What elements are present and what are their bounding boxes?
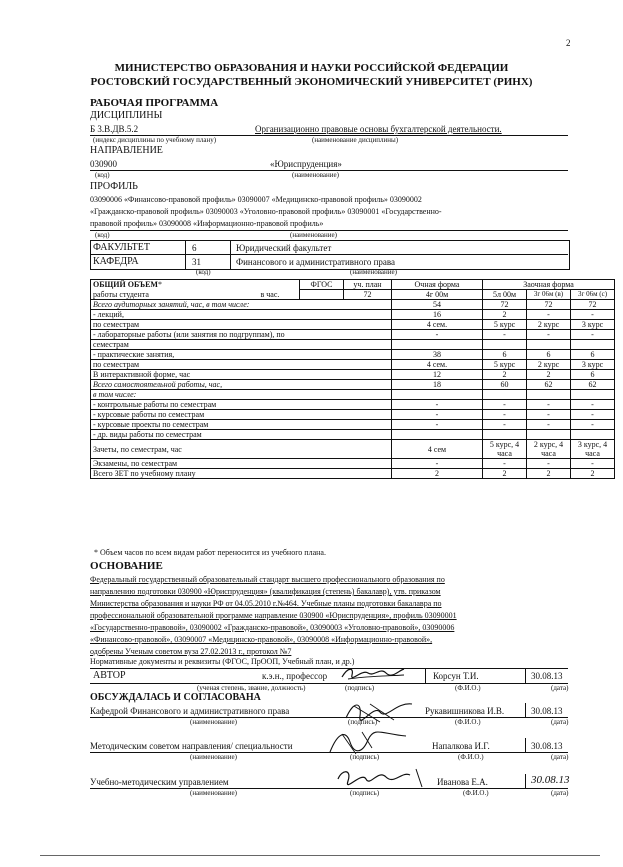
row-label: - курсовые работы по семестрам (91, 410, 392, 420)
row-label: - лабораторные работы (или занятия по подгруппам), по (91, 330, 392, 340)
approval-name-2: Напалкова И.Г. (432, 741, 490, 751)
row-p1: - (483, 410, 527, 420)
faculty-code-divider (185, 240, 186, 269)
row-p3: 62 (571, 380, 615, 390)
row-p2: 2 курс (527, 320, 571, 330)
row-p1 (483, 430, 527, 440)
row-p2 (527, 430, 571, 440)
row-label: - лекций, (91, 310, 392, 320)
hours-unit: в час. (259, 290, 300, 300)
row-p1: 2 (483, 370, 527, 380)
part-col-3: 3г 06м (с) (571, 290, 615, 300)
table-row (91, 410, 615, 420)
program-subtitle: ДИСЦИПЛИНЫ (90, 110, 163, 121)
row-p3: 6 (571, 370, 615, 380)
approval-fio-caption-3: (Ф.И.О.) (463, 789, 489, 797)
row-p1: 5 курс, 4 часа (483, 440, 527, 459)
part-col-2: 3г 06м (в) (527, 290, 571, 300)
approval-sign-caption-2: (подпись) (350, 753, 380, 761)
author-degree-caption: (ученая степень, звание, должность) (197, 684, 306, 692)
discipline-code-caption: (индекс дисциплины по учебному плану) (93, 136, 217, 144)
ministry-heading: МИНИСТЕРСТВО ОБРАЗОВАНИЯ И НАУКИ РОССИЙСКОЙ ФЕДЕРАЦИИ (114, 62, 509, 74)
discipline-code: Б 3.В.ДВ.5.2 (90, 124, 139, 134)
table-row (91, 400, 615, 410)
discipline-name: Организационно правовые основы бухгалтерской деятельности. (255, 124, 502, 134)
row-p3: 6 (571, 350, 615, 360)
faculty-code: 6 (192, 243, 197, 253)
table-row (91, 380, 615, 390)
row-p3: - (571, 420, 615, 430)
table-row (91, 310, 615, 320)
row-p2: 2 (527, 370, 571, 380)
row-label: Всего самостоятельной работы, час, (91, 380, 392, 390)
row-label: Зачеты, по семестрам, час (91, 440, 392, 459)
row-full: 4 сем. (392, 320, 483, 330)
row-p3: - (571, 459, 615, 469)
row-p1: 72 (483, 300, 527, 310)
hours-label: работы студента (91, 290, 259, 300)
row-p2: 2 курс (527, 360, 571, 370)
approval-rule-3 (90, 788, 568, 789)
row-label: в том числе: (91, 390, 392, 400)
author-div-1 (425, 668, 426, 683)
table-row (91, 469, 615, 479)
row-full: - (392, 400, 483, 410)
basis-line: Федеральный государственный образовательный стандарт высшего профессионального образования по (90, 575, 445, 584)
row-p2: 6 (527, 350, 571, 360)
author-sign-caption: (подпись) (345, 684, 375, 692)
table-row (91, 440, 615, 459)
row-full (392, 340, 483, 350)
row-p2 (527, 340, 571, 350)
row-p1: - (483, 459, 527, 469)
table-row (91, 390, 615, 400)
dept-code: 31 (192, 257, 201, 267)
row-label: - практические занятия, (91, 350, 392, 360)
approval-sign-caption-3: (подпись) (350, 789, 380, 797)
full-col: 4г 00м (392, 290, 483, 300)
fgos-value (300, 290, 344, 300)
row-p3: 72 (571, 300, 615, 310)
row-full: 38 (392, 350, 483, 360)
table-row (91, 370, 615, 380)
table-footnote: * Объем часов по всем видам работ переносится из учебного плана. (94, 548, 326, 557)
approval-name-1: Рукавишникова И.В. (425, 706, 505, 716)
direction-naim-caption: (наименование) (292, 171, 339, 179)
row-p1 (483, 390, 527, 400)
profile-line-2: «Гражданско-правовой профиль» 03090003 «Уголовно-правовой профиль» 03090001 «Государственно- (90, 207, 442, 216)
approval-org-caption-3: (наименование) (190, 789, 237, 797)
row-label: Экзамены, по семестрам (91, 459, 392, 469)
row-p2: - (527, 410, 571, 420)
head-part: Заочная форма (483, 280, 615, 290)
table-row (91, 300, 615, 310)
row-p3: 3 курс (571, 320, 615, 330)
approval-org-1: Кафедрой Финансового и административного права (90, 706, 290, 716)
row-p1: 2 (483, 310, 527, 320)
faculty-label: ФАКУЛЬТЕТ (93, 242, 151, 253)
row-p3: 3 курс (571, 360, 615, 370)
row-p3: - (571, 400, 615, 410)
row-p2: - (527, 420, 571, 430)
row-p1 (483, 340, 527, 350)
row-label: семестрам (91, 340, 392, 350)
row-p3: - (571, 330, 615, 340)
scan-edge-rule (40, 855, 600, 856)
head-plan: уч. план (344, 280, 392, 290)
row-label: - др. виды работы по семестрам (91, 430, 392, 440)
row-p3 (571, 390, 615, 400)
profile-kod-caption: (код) (95, 231, 110, 239)
approval-org-caption-1: (наименование) (190, 718, 237, 726)
row-full: - (392, 459, 483, 469)
author-fio-caption: (Ф.И.О.) (455, 684, 481, 692)
row-label: по семестрам (91, 320, 392, 330)
row-full: 12 (392, 370, 483, 380)
discipline-name-caption: (наименование дисциплины) (312, 136, 399, 144)
approval-signature-3 (332, 765, 432, 791)
row-p2: 62 (527, 380, 571, 390)
faculty-name: Юридический факультет (236, 243, 332, 253)
row-label: В интерактивной форме, час (91, 370, 392, 380)
table-row (91, 330, 615, 340)
table-row (91, 360, 615, 370)
direction-label: НАПРАВЛЕНИЕ (90, 145, 163, 156)
approval-fio-caption-1: (Ф.И.О.) (455, 718, 481, 726)
university-heading: РОСТОВСКИЙ ГОСУДАРСТВЕННЫЙ ЭКОНОМИЧЕСКИЙ УНИВЕРСИТЕТ (РИНХ) (90, 76, 533, 88)
table-row (91, 320, 615, 330)
row-full: 4 сем (392, 440, 483, 459)
row-full: - (392, 410, 483, 420)
approval-date-caption-2: (дата) (551, 753, 569, 761)
author-date: 30.08.13 (531, 671, 563, 681)
approval-org-caption-2: (наименование) (190, 753, 237, 761)
approval-sign-caption-1: (подпись) (348, 718, 378, 726)
row-full (392, 390, 483, 400)
row-full: 4 сем. (392, 360, 483, 370)
row-p2: - (527, 459, 571, 469)
row-p2: 72 (527, 300, 571, 310)
row-full: - (392, 330, 483, 340)
row-p2: - (527, 310, 571, 320)
head-full: Очная форма (392, 280, 483, 290)
direction-name: «Юриспруденция» (270, 159, 342, 169)
author-label: АВТОР (93, 670, 126, 681)
basis-line: профессиональной образовательной программе направление 030900 «Юриспруденция», профиль 03090001 (90, 611, 457, 620)
row-p1: - (483, 420, 527, 430)
approval-signature-1 (340, 698, 420, 726)
direction-kod-caption: (код) (95, 171, 110, 179)
author-bottom-rule (90, 683, 568, 684)
head-total: ОБЩИЙ ОБЪЕМ* (91, 280, 300, 290)
author-div-2 (525, 668, 526, 683)
faculty-dept-divider (90, 254, 568, 255)
row-full: 18 (392, 380, 483, 390)
author-date-caption: (дата) (551, 684, 569, 692)
author-signature (338, 663, 408, 683)
basis-title: ОСНОВАНИЕ (90, 560, 163, 572)
row-p1: - (483, 400, 527, 410)
profile-label: ПРОФИЛЬ (90, 181, 138, 192)
table-row (91, 459, 615, 469)
row-p3: 3 курс, 4 часа (571, 440, 615, 459)
author-name: Корсун Т.И. (433, 671, 479, 681)
part-col-1: 5л 00м (483, 290, 527, 300)
approval-div-1 (525, 703, 526, 717)
author-top-rule (90, 668, 568, 669)
basis-line: «Государственно-правовой», 03090002 «Гражданско-правовой», 03090003 «Уголовно-правовой», 03090006 (90, 623, 455, 632)
approval-title: ОБСУЖДАЛАСЬ И СОГЛАСОВАНА (90, 692, 261, 703)
faculty-name-divider (230, 240, 231, 269)
approval-org-2: Методическим советом направления/ специальности (90, 741, 293, 751)
row-full: 2 (392, 469, 483, 479)
table-row (91, 420, 615, 430)
author-degree: к.э.н., профессор (262, 671, 328, 681)
approval-date-caption-3: (дата) (551, 789, 569, 797)
approval-div-2 (525, 738, 526, 752)
row-full: - (392, 420, 483, 430)
basis-line: направлению подготовки 030900 «Юриспруденция» (квалификация (степень) бакалавр), утв. приказом (90, 587, 441, 596)
row-p2: 2 курс, 4 часа (527, 440, 571, 459)
row-p1: - (483, 330, 527, 340)
row-label: Всего аудиторных занятий, час, в том числе: (91, 300, 392, 310)
profile-line-1: 03090006 «Финансово-правовой профиль» 03090007 «Медицинско-правовой профиль» 03090002 (90, 195, 422, 204)
dept-kod-caption: (код) (196, 268, 211, 276)
approval-date-1: 30.08.13 (531, 706, 563, 716)
basis-line: «Финансово-правовой», 03090007 «Медицинско-правовой», 03090008 «Информационно-правовой», (90, 635, 433, 644)
approval-signature-2 (322, 728, 412, 758)
row-p3 (571, 340, 615, 350)
row-label: Всего ЗЕТ по учебному плану (91, 469, 392, 479)
row-p1: 6 (483, 350, 527, 360)
dept-label: КАФЕДРА (93, 256, 139, 267)
row-p1: 2 (483, 469, 527, 479)
profile-line-3: правовой профиль» 03090008 «Информационно-правовой профиль» (90, 219, 324, 228)
approval-name-3: Иванова Е.А. (437, 777, 488, 787)
table-row (91, 350, 615, 360)
approval-date-caption-1: (дата) (551, 718, 569, 726)
profile-naim-caption: (наименование) (290, 231, 337, 239)
approval-date-2: 30.08.13 (531, 741, 563, 751)
row-p3: - (571, 310, 615, 320)
row-label: по семестрам (91, 360, 392, 370)
row-p2: - (527, 400, 571, 410)
row-label: - контрольные работы по семестрам (91, 400, 392, 410)
approval-rule-1 (90, 717, 568, 718)
plan-value: 72 (344, 290, 392, 300)
row-p1: 60 (483, 380, 527, 390)
row-p3: 2 (571, 469, 615, 479)
row-p1: 5 курс (483, 360, 527, 370)
approval-div-3 (525, 774, 526, 788)
workload-rows (91, 300, 615, 479)
row-full: 54 (392, 300, 483, 310)
dept-naim-caption: (наименование) (350, 268, 397, 276)
approval-fio-caption-2: (Ф.И.О.) (458, 753, 484, 761)
row-full (392, 430, 483, 440)
row-full: 16 (392, 310, 483, 320)
program-title: РАБОЧАЯ ПРОГРАММА (90, 97, 219, 109)
table-row (91, 430, 615, 440)
row-p3: - (571, 410, 615, 420)
row-p1: 5 курс (483, 320, 527, 330)
row-p3 (571, 430, 615, 440)
dept-name: Финансового и административного права (236, 257, 396, 267)
row-p2 (527, 390, 571, 400)
basis-line: одобрены Ученым советом вуза 27.02.2013 г., протокол №7 (90, 647, 292, 656)
page-number: 2 (566, 38, 571, 48)
head-fgos: ФГОС (300, 280, 344, 290)
basis-line: Министерства образования и науки РФ от 04.05.2010 г.№464. Учебные планы подготовки бакалавра по (90, 599, 442, 608)
direction-code: 030900 (90, 159, 117, 169)
row-label: - курсовые проекты по семестрам (91, 420, 392, 430)
approval-date-3: 30.08.13 (531, 774, 570, 786)
workload-table (90, 279, 615, 479)
row-p2: 2 (527, 469, 571, 479)
row-p2: - (527, 330, 571, 340)
table-row (91, 340, 615, 350)
approval-org-3: Учебно-методическим управлением (90, 777, 229, 787)
norms-text: Нормативные документы и реквизиты (ФГОС, ПрООП, Учебный план, и др.) (90, 657, 355, 666)
